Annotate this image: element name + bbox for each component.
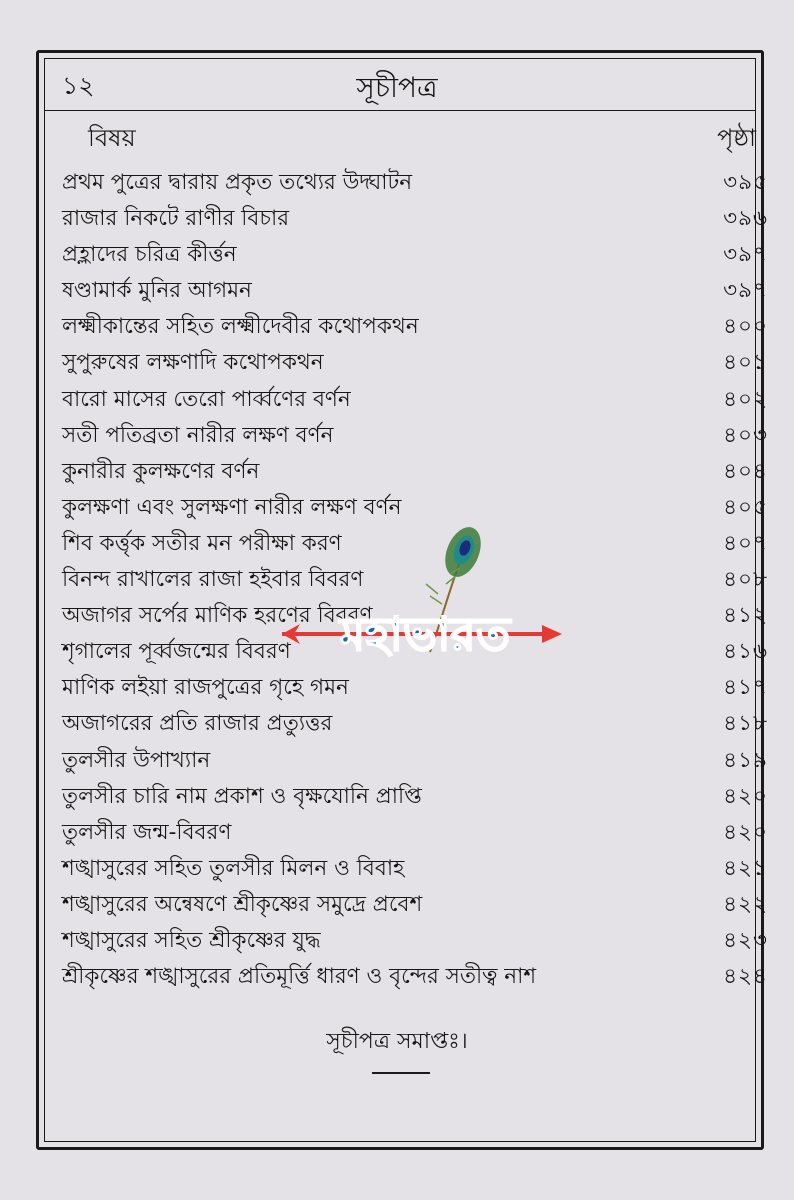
toc-row — [62, 201, 768, 237]
toc-entry-page: ৪১৮ — [723, 711, 768, 737]
toc-entry-title: তুলসীর উপাখ্যান — [62, 747, 211, 773]
toc-entry-page: ৪২০ — [723, 819, 768, 845]
toc-entry-title: শঙ্খাসুরের অন্বেষণে শ্রীকৃষ্ণের সমুদ্রে প্রবেশ — [62, 891, 423, 917]
toc-entry-title: প্রথম পুত্রের দ্বারায় প্রকৃত তথ্যের উদ্ঘাটন — [62, 170, 413, 195]
title-divider — [44, 110, 756, 111]
toc-entry-page: ৪২২ — [723, 891, 768, 917]
toc-entry-page: ৪০১ — [723, 350, 768, 376]
toc-entry-title: কুলক্ষণা এবং সুলক্ষণা নারীর লক্ষণ বর্ণন — [62, 494, 402, 520]
toc-entry-page: ৪০২ — [723, 386, 768, 412]
page-number: ১২ — [62, 71, 95, 100]
toc-entry-page: ৪২০ — [723, 783, 768, 809]
toc-row — [62, 273, 768, 309]
toc-entry-page: ৪২৪ — [723, 964, 768, 990]
toc-entry-page: ৪০৮ — [723, 567, 768, 593]
toc-entry-page: ৪২৩ — [723, 927, 768, 953]
toc-entry-title: লক্ষ্মীকান্তের সহিত লক্ষ্মীদেবীর কথোপকথন — [62, 314, 419, 340]
watermark-logo — [280, 524, 570, 674]
toc-entry-title: প্রহ্লাদের চরিত্র কীর্ত্তন — [62, 242, 237, 268]
toc-row — [62, 345, 768, 381]
toc-entry-page: ৪০০ — [723, 314, 768, 340]
toc-entry-page: ৩৯৬ — [723, 206, 768, 232]
column-header-subject: বিষয় — [88, 124, 136, 152]
toc-row — [62, 670, 768, 706]
page-title: সূচীপত্র — [356, 71, 438, 104]
toc-entry-title: ষণ্ডামার্ক মুনির আগমন — [62, 278, 252, 304]
toc-entry-title: অজাগর সর্পের মাণিক হরণের বিবরণ — [62, 603, 373, 629]
toc-row — [62, 418, 768, 454]
toc-row — [62, 815, 768, 851]
toc-entry-title: কুনারীর কুলক্ষণের বর্ণন — [62, 458, 260, 484]
toc-entry-title: বারো মাসের তেরো পার্ব্বণের বর্ণন — [62, 386, 351, 412]
toc-entry-title: শঙ্খাসুরের সহিত তুলসীর মিলন ও বিবাহ — [62, 855, 405, 881]
toc-entry-page: ৪০৫ — [723, 494, 768, 520]
toc-entry-title: সতী পতিব্রতা নারীর লক্ষণ বর্ণন — [62, 422, 334, 448]
toc-entry-page: ৪০৪ — [723, 458, 768, 484]
toc-row — [62, 309, 768, 345]
column-header-page: পৃষ্ঠা — [717, 124, 756, 152]
toc-row — [62, 165, 768, 201]
toc-row — [62, 779, 768, 815]
toc-entry-title: অজাগরের প্রতি রাজার প্রত্যুত্তর — [62, 711, 333, 737]
toc-entry-title: সুপুরুষের লক্ষণাদি কথোপকথন — [62, 350, 324, 376]
toc-entry-title: শিব কর্ত্তৃক সতীর মন পরীক্ষা করণ — [62, 530, 342, 556]
closing-note: সূচীপত্র সমাপ্তঃ। — [326, 1029, 468, 1054]
toc-entry-page: ৪১২ — [723, 603, 768, 629]
toc-entry-page: ৪০৩ — [723, 422, 768, 448]
toc-entry-page: ৩৯৭ — [723, 278, 768, 304]
toc-row — [62, 490, 768, 526]
toc-entry-title: শঙ্খাসুরের সহিত শ্রীকৃষ্ণের যুদ্ধ — [62, 927, 321, 953]
toc-entry-page: ৩৯৭ — [723, 242, 768, 268]
toc-row — [62, 706, 768, 742]
toc-entry-page: ৪১৭ — [723, 675, 768, 701]
closing-divider — [372, 1072, 430, 1074]
toc-row — [62, 743, 768, 779]
toc-entry-title: শ্রীকৃষ্ণের শঙ্খাসুরের প্রতিমূর্ত্তি ধারণ ও বৃন্দের সতীত্ব নাশ — [62, 964, 537, 990]
toc-entry-title: শৃগালের পূর্ব্বজন্মের বিবরণ — [62, 639, 291, 665]
toc-entry-title: মাণিক লইয়া রাজপুত্রের গৃহে গমন — [62, 675, 349, 701]
toc-entry-page: ৪২১ — [723, 855, 768, 881]
toc-entry-page: ৪১৬ — [723, 639, 768, 665]
toc-row — [62, 959, 768, 995]
toc-row — [62, 237, 768, 273]
toc-entry-title: রাজার নিকটে রাণীর বিচার — [62, 206, 290, 232]
toc-entry-page: ৪০৭ — [723, 530, 768, 556]
toc-entry-page: ৩৯৫ — [723, 170, 768, 195]
toc-row — [62, 851, 768, 887]
toc-row — [62, 887, 768, 923]
toc-row — [62, 454, 768, 490]
toc-entry-title: তুলসীর জন্ম-বিবরণ — [62, 819, 232, 845]
toc-entry-title: বিনন্দ রাখালের রাজা হইবার বিবরণ — [62, 567, 364, 593]
watermark-text: মহাভারত — [339, 607, 511, 661]
toc-row — [62, 382, 768, 418]
toc-entry-page: ৪১৯ — [723, 747, 768, 773]
toc-row — [62, 923, 768, 959]
toc-entry-title: তুলসীর চারি নাম প্রকাশ ও বৃক্ষযোনি প্রাপ্তি — [62, 783, 422, 809]
